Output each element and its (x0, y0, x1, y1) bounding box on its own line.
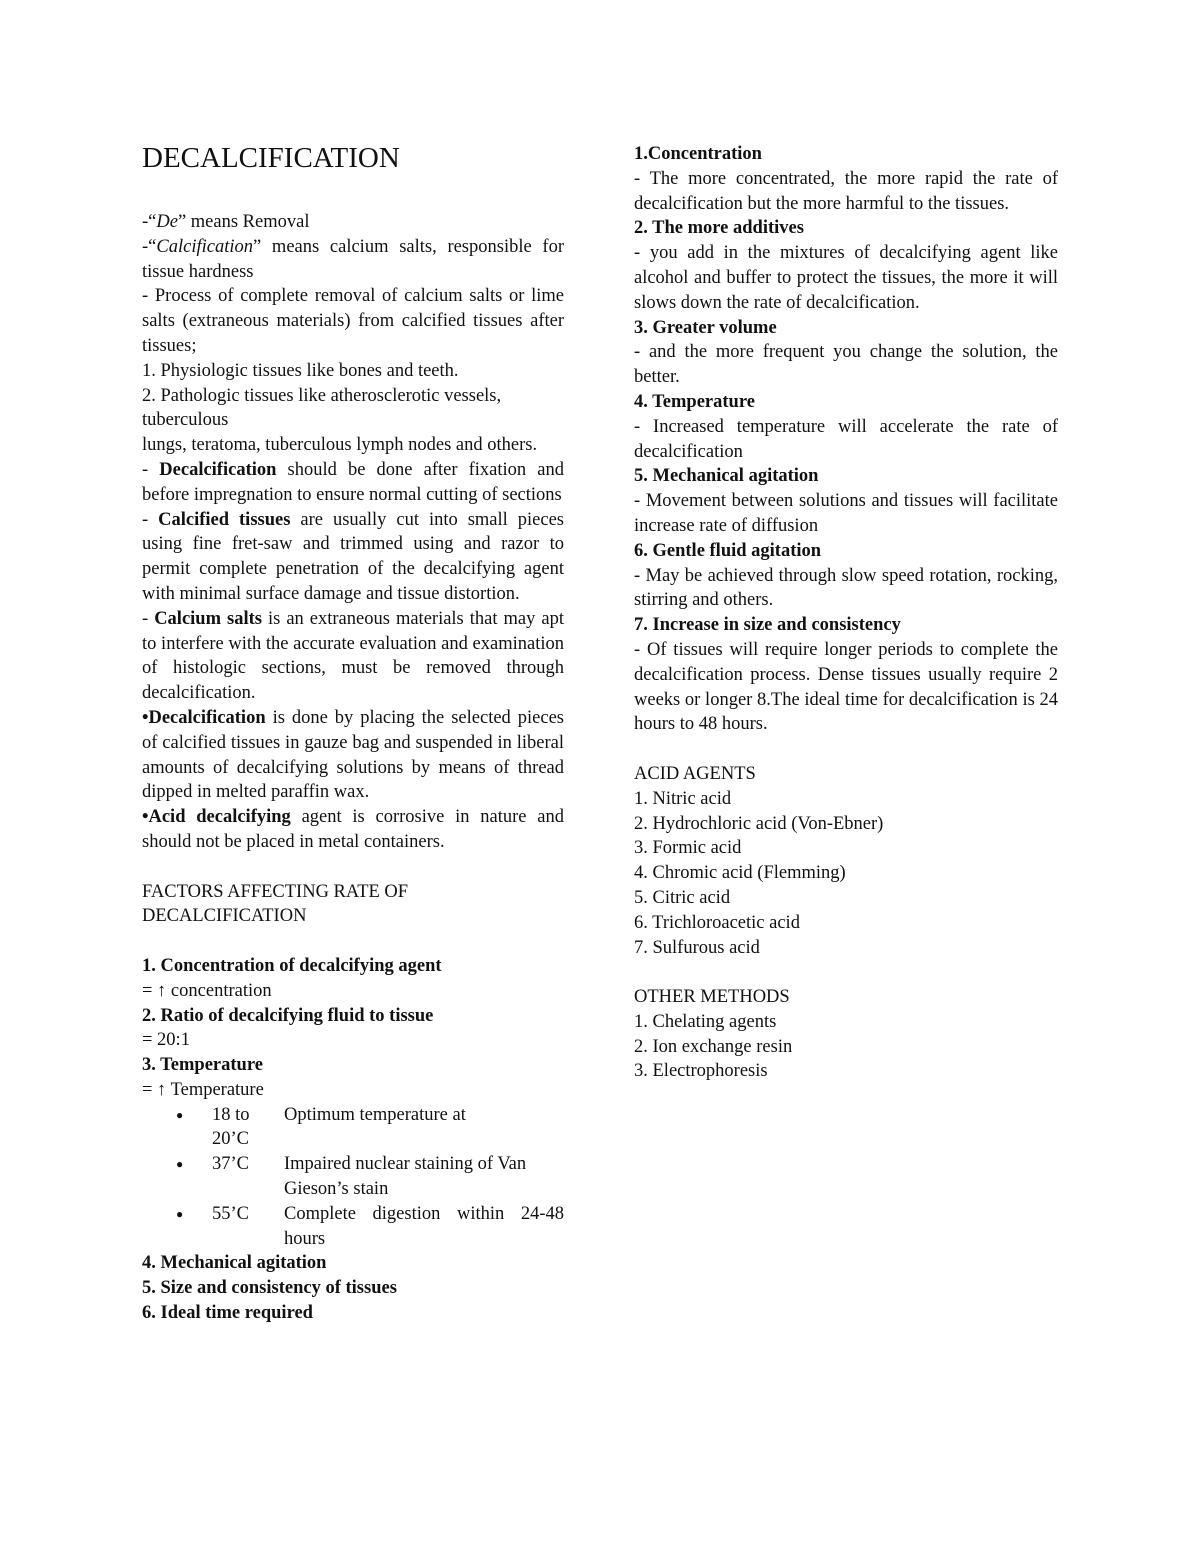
factor-heading: 1. Concentration of decalcifying agent (142, 955, 442, 976)
decalcification-timing-paragraph: - Decalcification should be done after fixation and before impregnation to ensure normal cutting of sections (142, 459, 564, 505)
calcium-salts-paragraph: - Calcium salts is an extraneous materials that may apt to interfere with the accurate evaluation and examination of histologic sections, must be removed through decalcification. (142, 608, 564, 704)
acid-item: 1. Nitric acid (634, 788, 732, 809)
factor-description: - and the more frequent you change the solution, the better. (634, 342, 1058, 388)
factor-description: - May be achieved through slow speed rotation, rocking, stirring and others. (634, 565, 1058, 611)
factor-value: = 20:1 (142, 1030, 190, 1051)
temperature-list (142, 1103, 564, 1252)
method-item: 1. Chelating agents (634, 1011, 777, 1032)
other-methods-heading: OTHER METHODS (634, 987, 790, 1008)
page-title: DECALCIFICATION (142, 142, 400, 174)
factor-heading: 5. Mechanical agitation (634, 466, 819, 487)
factor-description: - The more concentrated, the more rapid the rate of decalcification but the more harmful to the tissues. (634, 168, 1058, 214)
acid-item: 5. Citric acid (634, 887, 731, 908)
right-column (634, 142, 1058, 1084)
list-item: 1. Physiologic tissues like bones and teeth. (142, 360, 459, 381)
factor-heading: 5. Size and consistency of tissues (142, 1278, 397, 1299)
calcified-tissues-paragraph: - Calcified tissues are usually cut into small pieces using fine fret-saw and trimmed using and razor to permit complete penetration of the decalcifying agent with minimal surface damage and tissue distortion. (142, 509, 564, 604)
factor-heading: 6. Gentle fluid agitation (634, 540, 822, 561)
method-item: 2. Ion exchange resin (634, 1036, 793, 1057)
left-column (142, 210, 564, 1326)
process-paragraph: - Process of complete removal of calcium salts or lime salts (extraneous materials) from calcified tissues after tissues; (142, 286, 564, 356)
factors-heading: FACTORS AFFECTING RATE OF (142, 881, 409, 902)
factor-heading: 4. Temperature (634, 391, 755, 412)
method-item: 3. Electrophoresis (634, 1061, 768, 1082)
factor-heading: 2. Ratio of decalcifying fluid to tissue (142, 1005, 434, 1026)
factor-heading: 6. Ideal time required (142, 1303, 313, 1324)
factor-heading: 2. The more additives (634, 218, 804, 239)
de-definition: -“De” means Removal (142, 212, 310, 232)
factor-description: - Movement between solutions and tissues will facilitate increase rate of diffusion (634, 491, 1058, 536)
factor-heading: 3. Greater volume (634, 317, 777, 338)
factor-heading: 7. Increase in size and consistency (634, 615, 901, 636)
factor-value: = ↑ concentration (142, 980, 272, 1001)
list-item: 2. Pathologic tissues like atherosclerotic vessels, tuberculous (142, 385, 502, 431)
temperature-item: ● 18 to 20’C Optimum temperature at (212, 1103, 564, 1153)
acid-paragraph: •Acid decalcifying agent is corrosive in nature and should not be placed in metal containers. (142, 807, 564, 852)
acid-item: 7. Sulfurous acid (634, 937, 760, 958)
temperature-item: ● 37’C Impaired nuclear staining of Van Gieson’s stain (212, 1152, 564, 1202)
factor-description: - Increased temperature will accelerate the rate of decalcification (634, 416, 1058, 462)
factor-value: = ↑ Temperature (142, 1079, 264, 1100)
acid-item: 2. Hydrochloric acid (Von-Ebner) (634, 813, 884, 834)
acid-agents-heading: ACID AGENTS (634, 763, 756, 784)
list-item-continued: lungs, teratoma, tuberculous lymph nodes and others. (142, 435, 538, 456)
acid-item: 3. Formic acid (634, 838, 742, 859)
factor-heading: 1.Concentration (634, 144, 762, 164)
factor-description: - Of tissues will require longer periods to complete the decalcification process. Dense tissues usually require 2 weeks or longer 8.The ideal time for decalcification is 24 hours to 48 hours. (634, 639, 1058, 735)
factor-description: - you add in the mixtures of decalcifying agent like alcohol and buffer to protect the tissues, the more it will slows down the rate of decalcification. (634, 243, 1058, 313)
factor-heading: 3. Temperature (142, 1055, 263, 1076)
acid-item: 4. Chromic acid (Flemming) (634, 863, 846, 884)
acid-item: 6. Trichloroacetic acid (634, 912, 800, 933)
factor-heading: 4. Mechanical agitation (142, 1253, 327, 1274)
placing-paragraph: •Decalcification is done by placing the selected pieces of calcified tissues in gauze bag and suspended in liberal amounts of decalcifying solutions by means of thread dipped in melted paraffin wax. (142, 707, 564, 803)
factors-heading-line2: DECALCIFICATION (142, 906, 307, 927)
temperature-item: ● 55’C Complete digestion within 24-48 hours (212, 1202, 564, 1252)
calcification-definition: -“Calcification” means calcium salts, responsible for tissue hardness (142, 236, 564, 282)
